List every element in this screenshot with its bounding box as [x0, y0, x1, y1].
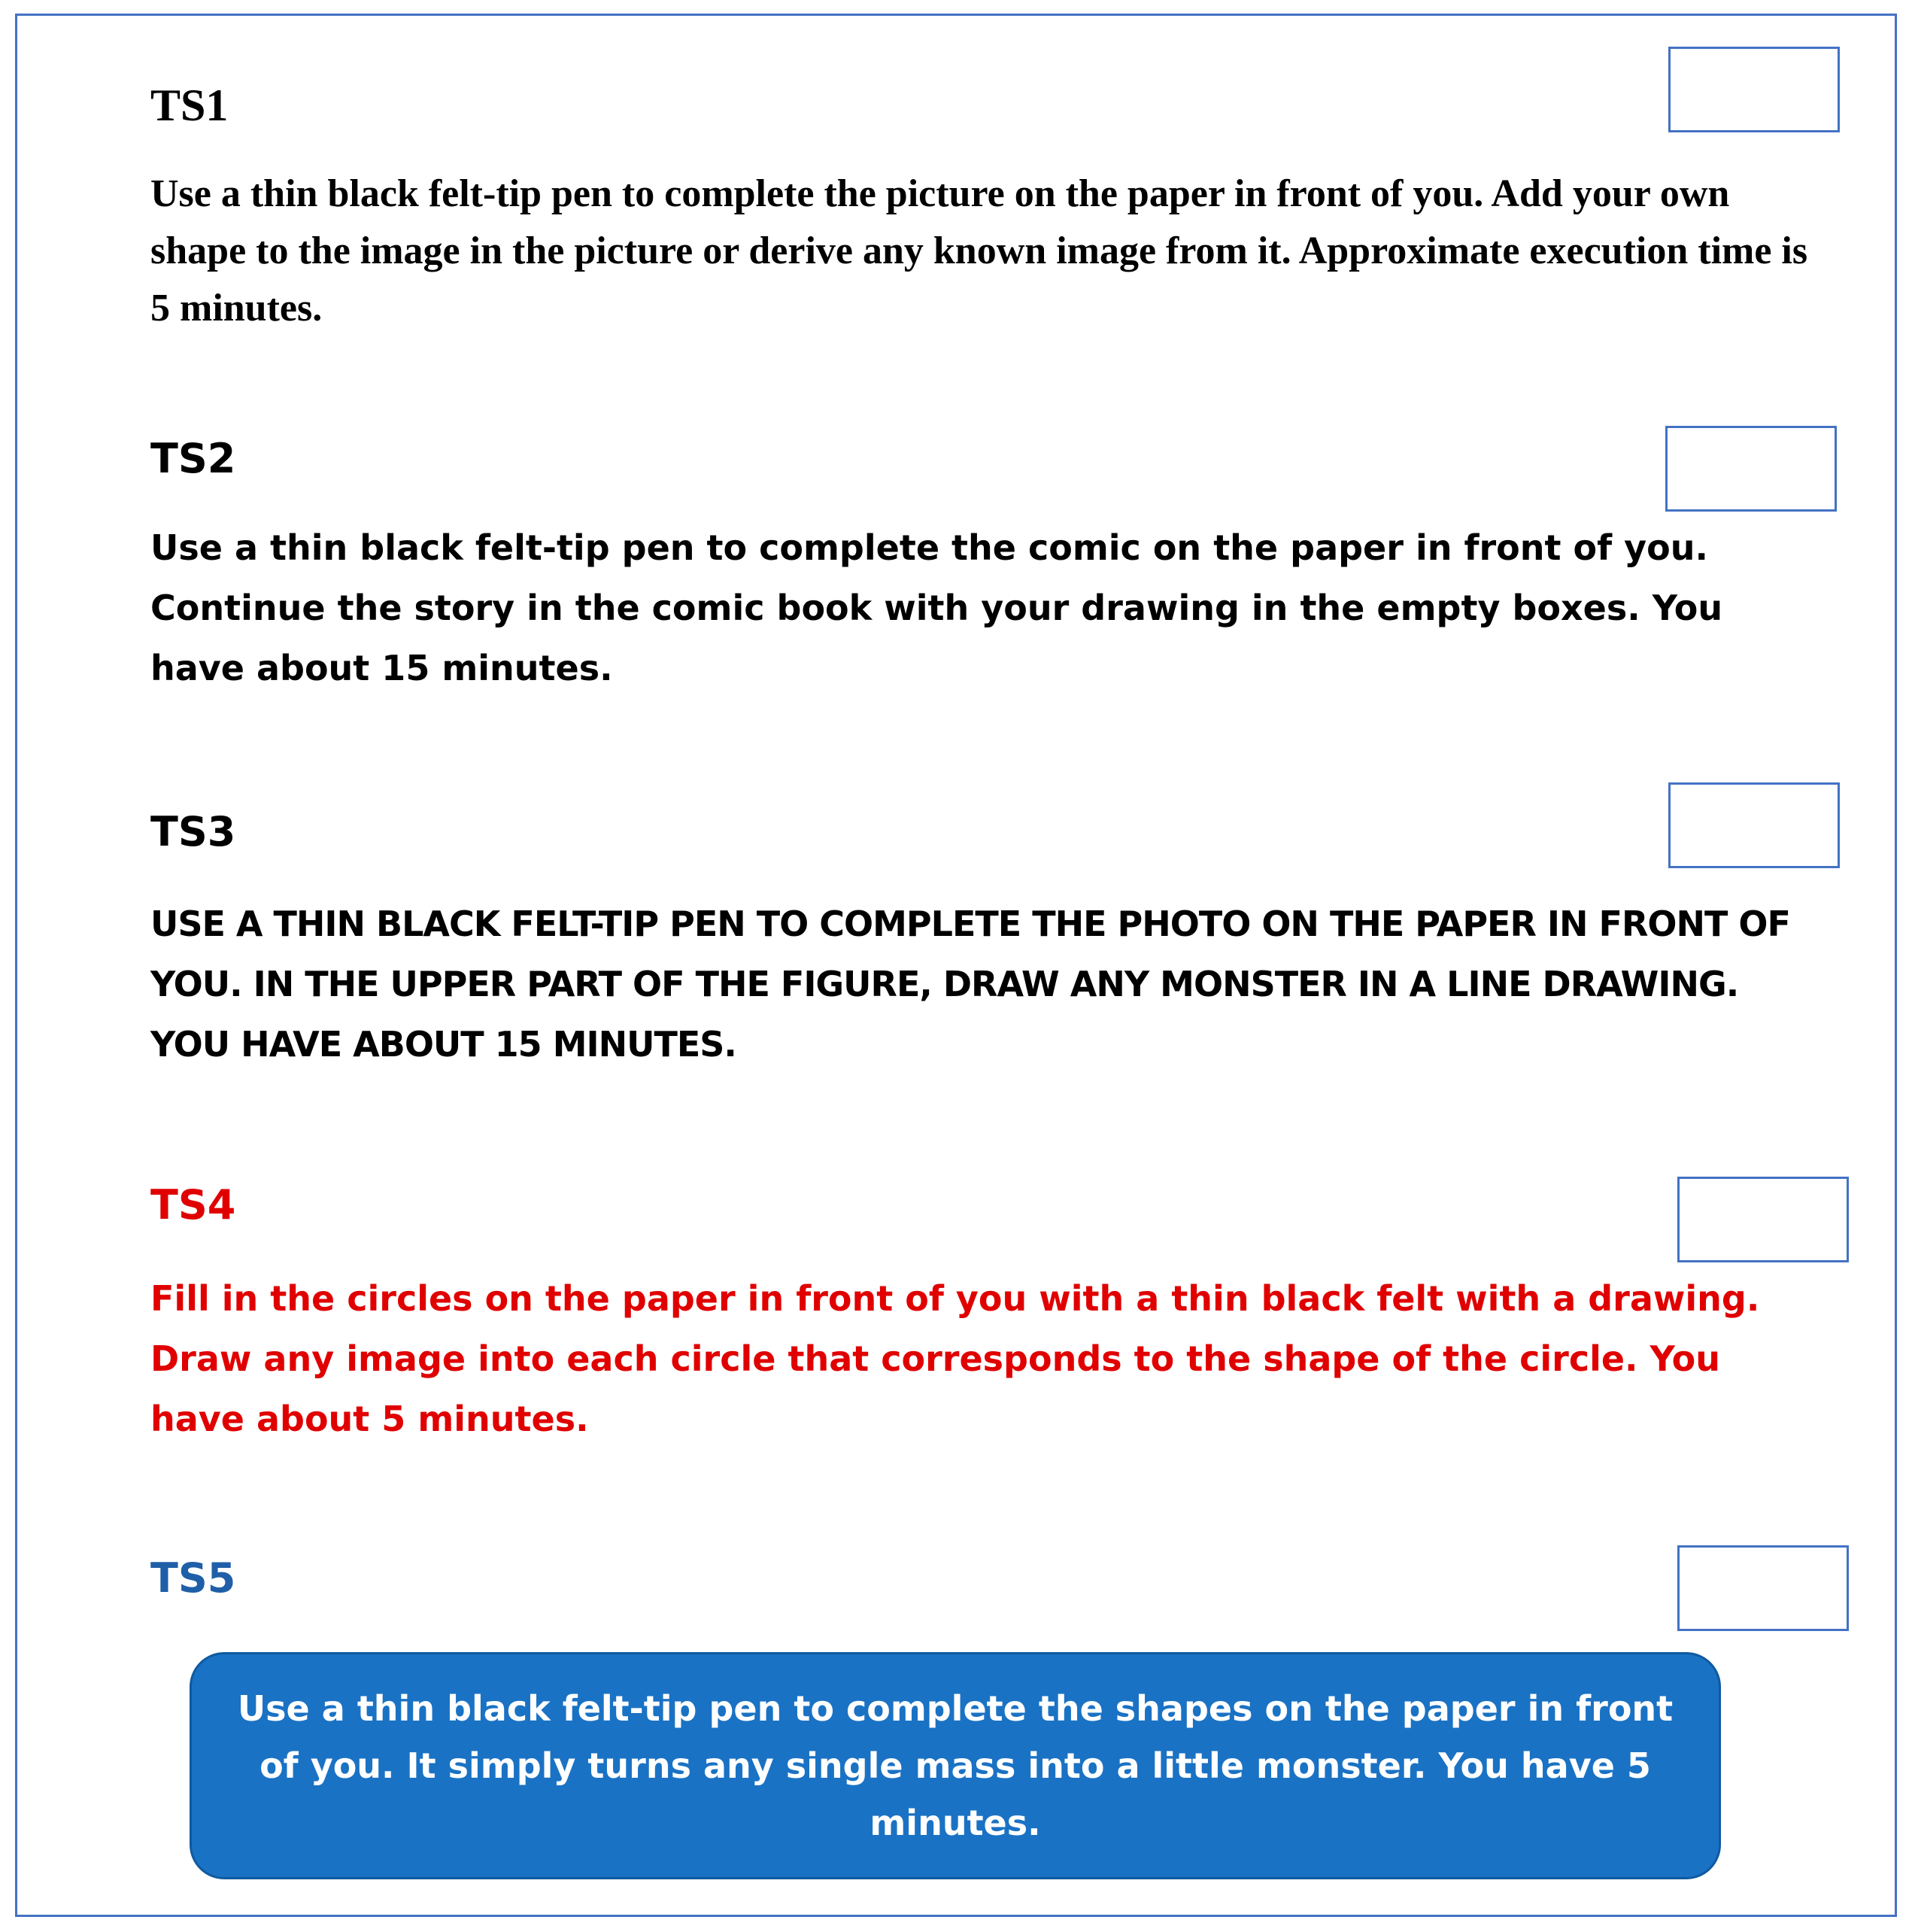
- ts5-score-box: [1677, 1545, 1849, 1631]
- ts3-heading: TS3: [150, 808, 236, 855]
- ts2-heading: TS2: [150, 435, 236, 482]
- ts3-instructions: USE A THIN BLACK FELT-TIP PEN TO COMPLETE THE PHOTO ON THE PAPER IN FRONT OF YOU. IN THE UPPER PART OF THE FIGURE, DRAW ANY MONSTER IN A LINE DRAWING. YOU HAVE ABOUT 15 MINUTES.: [150, 904, 1790, 1065]
- ts4-instructions: Fill in the circles on the paper in front of you with a thin black felt with a drawing. Draw any image into each circle that corresponds to the shape of the circle. You have about 5 minutes.: [150, 1278, 1760, 1439]
- ts1-score-box: [1668, 47, 1840, 132]
- ts2-score-box: [1665, 426, 1837, 512]
- ts5-instructions-panel: [190, 1652, 1721, 1879]
- ts4-heading: TS4: [150, 1181, 236, 1229]
- ts5-heading: TS5: [150, 1554, 236, 1602]
- ts5-instructions: Use a thin black felt-tip pen to complete the shapes on the paper in front of you. It simply turns any single mass into a little monster. You have 5 minutes.: [237, 1688, 1674, 1843]
- ts4-score-box: [1677, 1177, 1849, 1262]
- ts1-heading: TS1: [150, 80, 229, 130]
- ts2-instructions: Use a thin black felt-tip pen to complete the comic on the paper in front of you. Continue the story in the comic book with your drawing in the empty boxes. You have about 15 minutes.: [150, 527, 1723, 688]
- ts3-score-box: [1668, 782, 1840, 868]
- ts1-instructions: Use a thin black felt-tip pen to complete the picture on the paper in front of you. Add your own shape to the image in the picture or derive any known image from it. Approximate execution time is 5 minutes.: [150, 172, 1808, 330]
